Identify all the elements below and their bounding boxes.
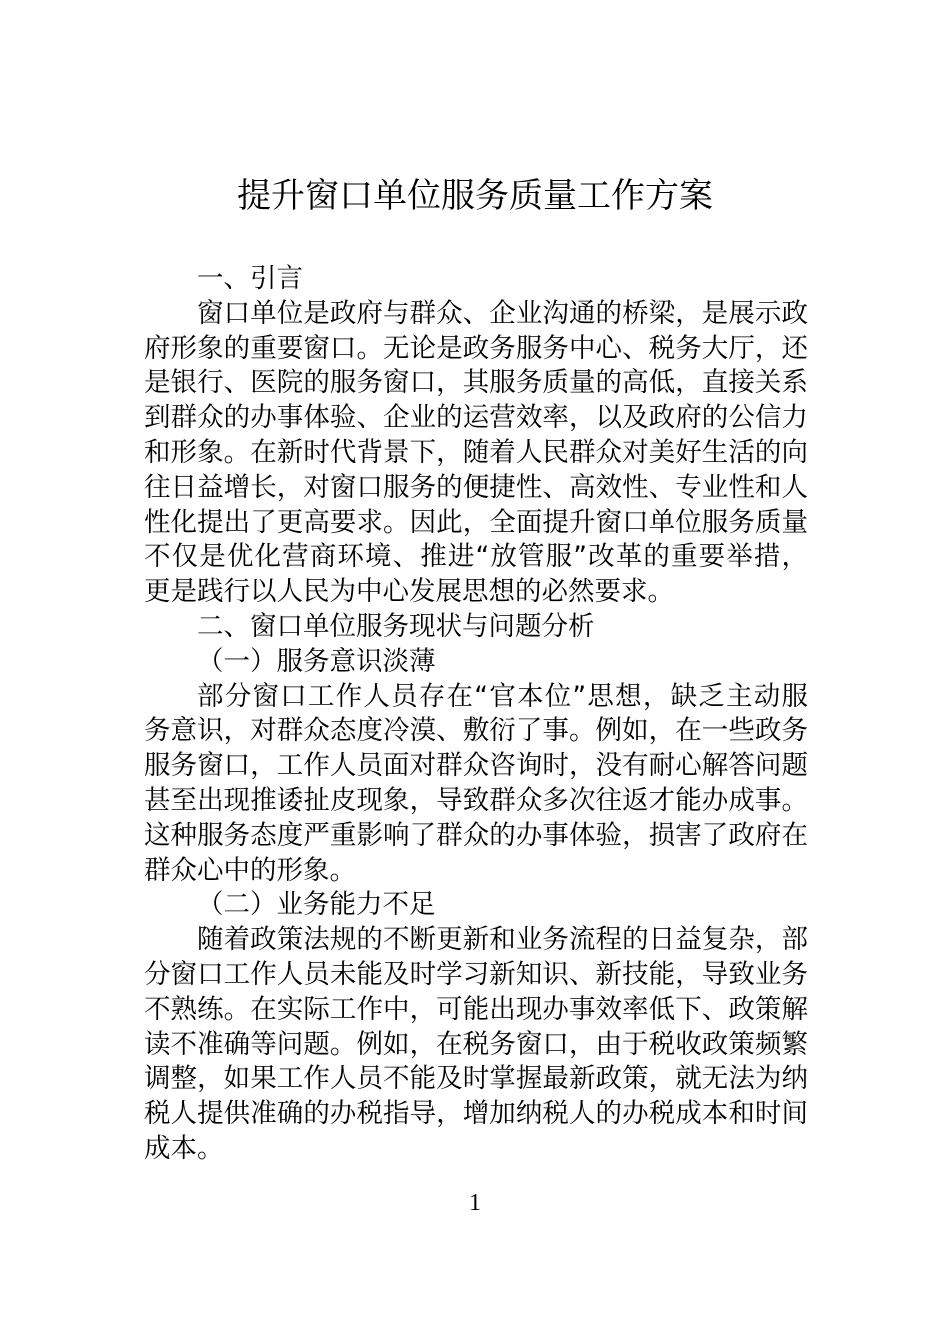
document-body: [144, 262, 808, 1167]
paragraph-line: 群众心中的形象。: [144, 854, 356, 886]
paragraph-line: 这种服务态度严重影响了群众的办事体验，损害了政府在: [144, 819, 808, 851]
paragraph-line: 部分窗口工作人员存在“官本位”思想，缺乏主动服: [197, 680, 808, 712]
paragraph-line: 成本。: [144, 1132, 224, 1164]
business-ability-paragraph: [144, 923, 808, 1167]
paragraph-line: 税人提供准确的办税指导，增加纳税人的办税成本和时间: [144, 1098, 808, 1130]
document-title: 提升窗口单位服务质量工作方案: [237, 176, 713, 216]
paragraph-line: 不仅是优化营商环境、推进“放管服”改革的重要举措，: [144, 541, 808, 573]
paragraph-line: 分窗口工作人员未能及时学习新知识、新技能，导致业务: [144, 958, 808, 990]
paragraph-line: 府形象的重要窗口。无论是政务服务中心、税务大厅，还: [144, 332, 808, 364]
subsection-heading-service-awareness: （一）服务意识淡薄: [197, 645, 436, 677]
paragraph-line: 往日益增长，对窗口服务的便捷性、高效性、专业性和人: [144, 471, 808, 503]
section-heading-intro: 一、引言: [197, 263, 303, 294]
paragraph-line: 甚至出现推诿扯皮现象，导致群众多次往返才能办成事。: [144, 784, 808, 816]
paragraph-line: 务意识，对群众态度冷漠、敷衍了事。例如，在一些政务: [144, 715, 808, 747]
paragraph-line: 随着政策法规的不断更新和业务流程的日益复杂，部: [197, 924, 808, 956]
paragraph-line: 不熟练。在实际工作中，可能出现办事效率低下、政策解: [144, 993, 808, 1025]
paragraph-line: 调整，如果工作人员不能及时掌握最新政策，就无法为纳: [144, 1063, 808, 1095]
service-awareness-paragraph: [144, 680, 808, 889]
paragraph-line: 性化提出了更高要求。因此，全面提升窗口单位服务质量: [144, 506, 808, 538]
paragraph-line: 到群众的办事体验、企业的运营效率，以及政府的公信力: [144, 402, 808, 434]
paragraph-line: 服务窗口，工作人员面对群众咨询时，没有耐心解答问题: [144, 750, 808, 782]
page-number: 1: [469, 1190, 481, 1216]
paragraph-line: 更是践行以人民为中心发展思想的必然要求。: [144, 576, 674, 608]
intro-paragraph: [144, 297, 808, 610]
subsection-heading-business-ability: （二）业务能力不足: [197, 889, 436, 921]
section-heading-analysis: 二、窗口单位服务现状与问题分析: [197, 610, 595, 642]
paragraph-line: 是银行、医院的服务窗口，其服务质量的高低，直接关系: [144, 367, 808, 399]
paragraph-line: 和形象。在新时代背景下，随着人民群众对美好生活的向: [144, 436, 808, 468]
paragraph-line: 窗口单位是政府与群众、企业沟通的桥梁，是展示政: [197, 297, 808, 329]
paragraph-line: 读不准确等问题。例如，在税务窗口，由于税收政策频繁: [144, 1028, 808, 1060]
